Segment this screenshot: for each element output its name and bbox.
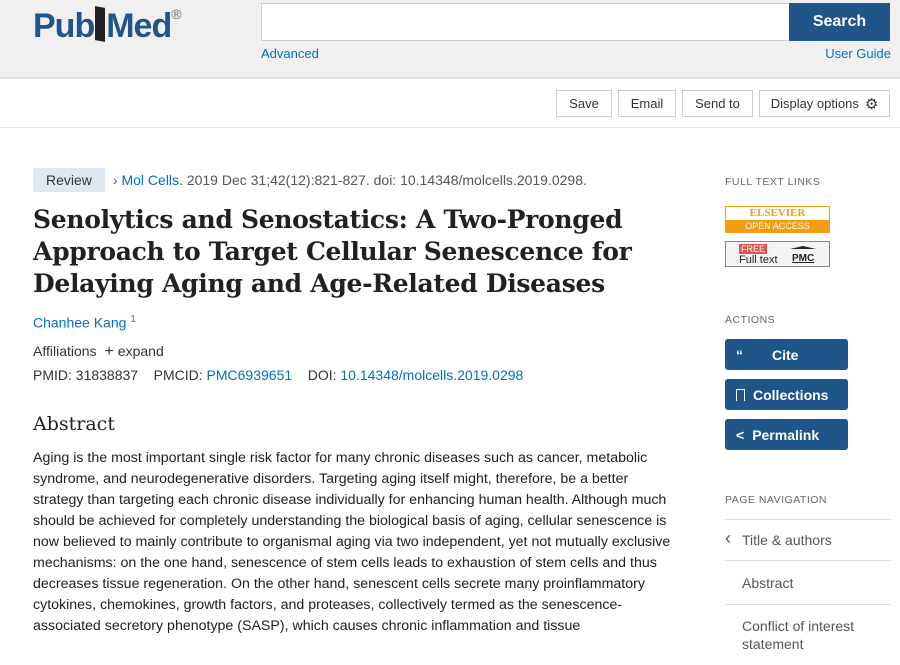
pmc-link[interactable]	[725, 241, 830, 267]
collections-button[interactable]	[725, 379, 848, 410]
citation-text: 2019 Dec 31;42(12):821-827. doi: 10.14348/molcells.2019.0298.	[182, 172, 587, 188]
full-text-links-heading: FULL TEXT LINKS	[725, 176, 821, 188]
search-button[interactable]: Search	[789, 3, 890, 41]
doi-label: DOI:	[307, 366, 337, 383]
email-button[interactable]: Email	[618, 90, 676, 117]
nav-abstract[interactable]	[725, 560, 891, 604]
article-title: Senolytics and Senostatics: A Two-Pronged Approach to Target Cellular Senescence for Delaying Aging and Age-Related Diseases	[33, 205, 632, 298]
nav-conflict-of-interest[interactable]	[725, 604, 891, 665]
page-navigation-heading: PAGE NAVIGATION	[725, 494, 828, 506]
save-button[interactable]: Save	[556, 90, 612, 117]
nav-label: Conflict of interest statement	[742, 618, 855, 652]
doi-link[interactable]: 10.14348/molcells.2019.0298	[340, 366, 524, 383]
elsevier-label: ELSEVIER	[749, 207, 806, 219]
review-badge: Review	[33, 168, 105, 192]
free-label: FREE	[741, 244, 766, 254]
plus-icon: +	[104, 342, 114, 360]
search-input[interactable]	[261, 3, 790, 41]
send-to-button[interactable]: Send to	[682, 90, 753, 117]
pubmed-logo[interactable]: Pub Med®	[33, 6, 181, 45]
actions-heading: ACTIONS	[725, 314, 776, 326]
user-guide-link[interactable]: User Guide	[825, 46, 891, 61]
header	[0, 0, 900, 79]
article	[33, 168, 673, 638]
sidebar	[725, 176, 891, 665]
nav-label: Title & authors	[742, 532, 832, 548]
cite-button[interactable]	[725, 339, 848, 370]
permalink-label: Permalink	[752, 426, 820, 443]
nav-label: Abstract	[742, 575, 794, 591]
quote-icon: “	[736, 346, 743, 363]
permalink-button[interactable]	[725, 419, 848, 450]
share-icon: <	[736, 426, 745, 443]
open-access-label: OPEN ACCESS	[726, 220, 829, 232]
affiliations-label: Affiliations	[33, 342, 97, 359]
display-options-button[interactable]	[759, 90, 890, 117]
toolbar	[0, 80, 900, 128]
display-options-label: Display options	[770, 96, 859, 111]
journal-link[interactable]: Mol Cells.	[121, 172, 183, 188]
advanced-link[interactable]: Advanced	[261, 46, 319, 61]
chevron-right-icon: ›	[112, 172, 122, 188]
abstract-heading: Abstract	[33, 412, 115, 435]
bookmark-icon	[736, 389, 745, 401]
pmc-label: PMC	[792, 253, 815, 264]
chevron-left-icon: ‹	[725, 528, 731, 548]
pmcid-link[interactable]: PMC6939651	[206, 366, 293, 383]
cite-label: Cite	[772, 346, 799, 363]
pmid-label: PMID:	[33, 366, 72, 383]
elsevier-link[interactable]	[725, 206, 830, 233]
pmcid-label: PMCID:	[153, 366, 203, 383]
full-text-label: Full text	[739, 254, 778, 266]
pmc-building-icon	[790, 244, 816, 249]
expand-button[interactable]	[100, 343, 163, 359]
pmid-value: 31838837	[75, 366, 139, 383]
abstract-text: Aging is the most important single risk factor for many chronic diseases such as cancer, metabolic syndrome, and neurodegenerative disorders. Targeting aging itself might, therefore, be a better strategy than targeting each chronic disease individually for enhancing human health. Although much should be achieved for completely understanding the biological basis of aging, cellular senescence is now believed to mainly contribute to organismal aging via two independent, yet not mutually exclusive mechanisms: on the one hand, senescence of stem cells leads to exhaustion of stem cells and thus decreases tissue regeneration. On the other hand, senescent cells secrete many proinflammatory cytokines, chemokines, growth factors, and proteases, collectively termed as the senescence-associated secretory phenotype (SASP), which causes chronic inflammation and tissue	[33, 449, 671, 634]
nav-title-authors[interactable]	[725, 519, 891, 560]
expand-label: expand	[117, 342, 164, 359]
collections-label: Collections	[753, 386, 829, 403]
gear-icon: ⚙	[864, 95, 879, 113]
affiliation-number[interactable]: 1	[130, 314, 136, 325]
author-link[interactable]: Chanhee Kang	[33, 314, 127, 331]
